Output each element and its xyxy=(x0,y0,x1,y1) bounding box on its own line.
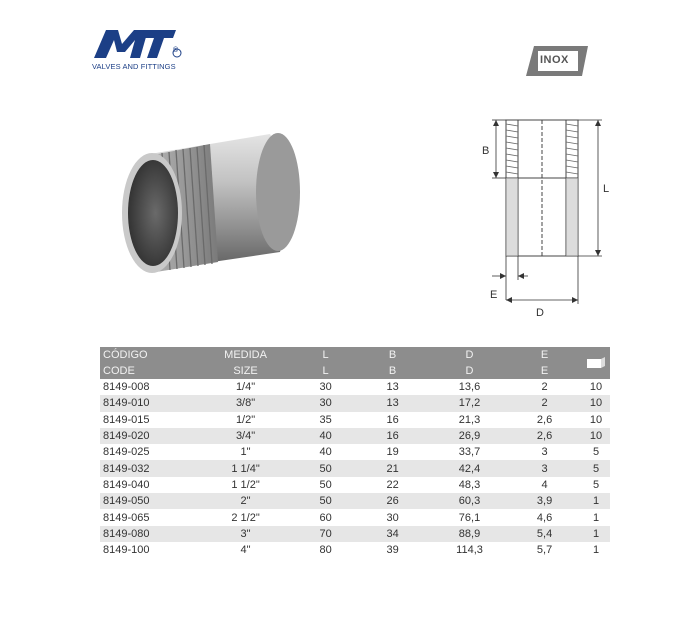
header-row-en xyxy=(100,363,610,379)
cell-e: 5,4 xyxy=(507,526,582,542)
table-row xyxy=(100,428,610,444)
table-row xyxy=(100,493,610,509)
cell-b: 26 xyxy=(353,493,432,509)
table-row xyxy=(100,526,610,542)
col-code-en: CODE xyxy=(100,363,193,379)
cell-package-qty: 5 xyxy=(582,460,610,476)
brand-tagline: VALVES AND FITTINGS xyxy=(92,62,176,71)
cell-size: 3/4" xyxy=(193,428,298,444)
cell-code: 8149-015 xyxy=(103,413,150,426)
col-d-en: D xyxy=(432,363,507,379)
col-e-es: E xyxy=(507,347,582,363)
dim-label-e: E xyxy=(490,289,498,301)
inox-badge xyxy=(526,46,588,76)
cell-e: 4 xyxy=(541,478,548,491)
cell-package-qty: 10 xyxy=(582,395,610,411)
cell-e: 2,6 xyxy=(536,413,553,426)
specification-table xyxy=(100,347,610,558)
cell-size: 2" xyxy=(193,493,298,509)
cell-d: 60,3 xyxy=(432,493,507,509)
col-b-en: B xyxy=(353,363,432,379)
cell-e: 2 xyxy=(541,381,548,394)
col-size-en: SIZE xyxy=(193,363,298,379)
cell-e: 3 xyxy=(541,446,548,459)
cell-code: 8149-020 xyxy=(100,428,193,444)
table-row xyxy=(100,460,610,476)
cell-l: 60 xyxy=(319,511,332,524)
cell-b: 22 xyxy=(386,478,399,491)
cell-l: 50 xyxy=(298,460,353,476)
table-row xyxy=(100,379,610,395)
cell-b: 34 xyxy=(353,526,432,542)
cell-d: 48,3 xyxy=(458,478,481,491)
cell-package-qty: 10 xyxy=(589,381,603,394)
col-code-es: CÓDIGO xyxy=(100,347,193,363)
cell-size: 1 1/2" xyxy=(231,478,260,491)
table-row xyxy=(100,509,610,525)
cell-d: 76,1 xyxy=(458,511,481,524)
cell-e: 3 xyxy=(507,460,582,476)
dim-label-d: D xyxy=(536,307,544,319)
cell-size: 1 1/4" xyxy=(193,460,298,476)
dim-label-b: B xyxy=(482,145,490,157)
cell-d: 13,6 xyxy=(458,381,481,394)
cell-code: 8149-040 xyxy=(103,478,150,491)
cell-code: 8149-008 xyxy=(103,381,150,394)
cell-b: 16 xyxy=(386,413,399,426)
cell-d: 21,3 xyxy=(458,413,481,426)
cell-b: 21 xyxy=(353,460,432,476)
cell-l: 30 xyxy=(319,381,332,394)
cell-e: 3,9 xyxy=(507,493,582,509)
cell-e: 2 xyxy=(507,395,582,411)
cell-package-qty: 1 xyxy=(582,493,610,509)
cell-b: 16 xyxy=(353,428,432,444)
cell-d: 26,9 xyxy=(432,428,507,444)
cell-package-qty: 1 xyxy=(592,511,600,524)
cell-code: 8149-065 xyxy=(103,511,150,524)
cell-d: 17,2 xyxy=(432,395,507,411)
col-b-es: B xyxy=(353,347,432,363)
cell-l: 80 xyxy=(319,544,332,557)
cell-l: 40 xyxy=(298,428,353,444)
cell-size: 3/8" xyxy=(193,395,298,411)
cell-b: 19 xyxy=(386,446,399,459)
cell-size: 3" xyxy=(193,526,298,542)
col-size-es: MEDIDA xyxy=(193,347,298,363)
cell-code: 8149-025 xyxy=(103,446,150,459)
cell-package-qty: 5 xyxy=(592,446,600,459)
table-row xyxy=(100,412,610,428)
cell-e: 5,7 xyxy=(536,544,553,557)
cell-e: 4,6 xyxy=(536,511,553,524)
col-l-es: L xyxy=(298,347,353,363)
header-row-es xyxy=(100,347,610,363)
dimension-drawing xyxy=(478,104,618,324)
mt-logo-icon xyxy=(92,26,182,62)
cell-l: 50 xyxy=(298,493,353,509)
cell-l: 50 xyxy=(319,478,332,491)
cell-e: 2,6 xyxy=(507,428,582,444)
col-l-en: L xyxy=(298,363,353,379)
cell-code: 8149-080 xyxy=(100,526,193,542)
cell-l: 30 xyxy=(298,395,353,411)
table-body xyxy=(100,379,610,558)
cell-d: 114,3 xyxy=(456,544,483,557)
cell-code: 8149-050 xyxy=(100,493,193,509)
cell-d: 88,9 xyxy=(432,526,507,542)
registered-mark: ® xyxy=(173,47,179,54)
cell-b: 13 xyxy=(353,395,432,411)
cell-size: 1/4" xyxy=(235,381,256,394)
cell-size: 1/2" xyxy=(235,413,256,426)
cell-l: 40 xyxy=(319,446,332,459)
table-row xyxy=(100,477,610,493)
table-row xyxy=(100,542,610,558)
col-package xyxy=(582,347,610,379)
cell-size: 2 1/2" xyxy=(231,511,260,524)
dim-label-l: L xyxy=(603,183,610,195)
brand-logo xyxy=(92,26,182,74)
cell-package-qty: 1 xyxy=(592,544,600,557)
cell-code: 8149-100 xyxy=(103,544,150,557)
cell-code: 8149-010 xyxy=(100,395,193,411)
cell-l: 35 xyxy=(319,413,332,426)
table-row xyxy=(100,444,610,460)
cell-package-qty: 10 xyxy=(589,413,603,426)
col-e-en: E xyxy=(507,363,582,379)
inox-label: INOX xyxy=(540,54,569,66)
cell-package-qty: 10 xyxy=(582,428,610,444)
cell-b: 30 xyxy=(386,511,399,524)
cell-d: 33,7 xyxy=(458,446,481,459)
cell-package-qty: 5 xyxy=(592,478,600,491)
cell-size: 4" xyxy=(240,544,251,557)
cell-b: 13 xyxy=(386,381,399,394)
cell-size: 1" xyxy=(240,446,251,459)
cell-l: 70 xyxy=(298,526,353,542)
col-d-es: D xyxy=(432,347,507,363)
cell-code: 8149-032 xyxy=(100,460,193,476)
nipple-fitting-photo xyxy=(110,112,310,282)
cell-b: 39 xyxy=(386,544,399,557)
cell-d: 42,4 xyxy=(432,460,507,476)
table-row xyxy=(100,395,610,411)
box-icon xyxy=(585,357,607,369)
cell-package-qty: 1 xyxy=(582,526,610,542)
